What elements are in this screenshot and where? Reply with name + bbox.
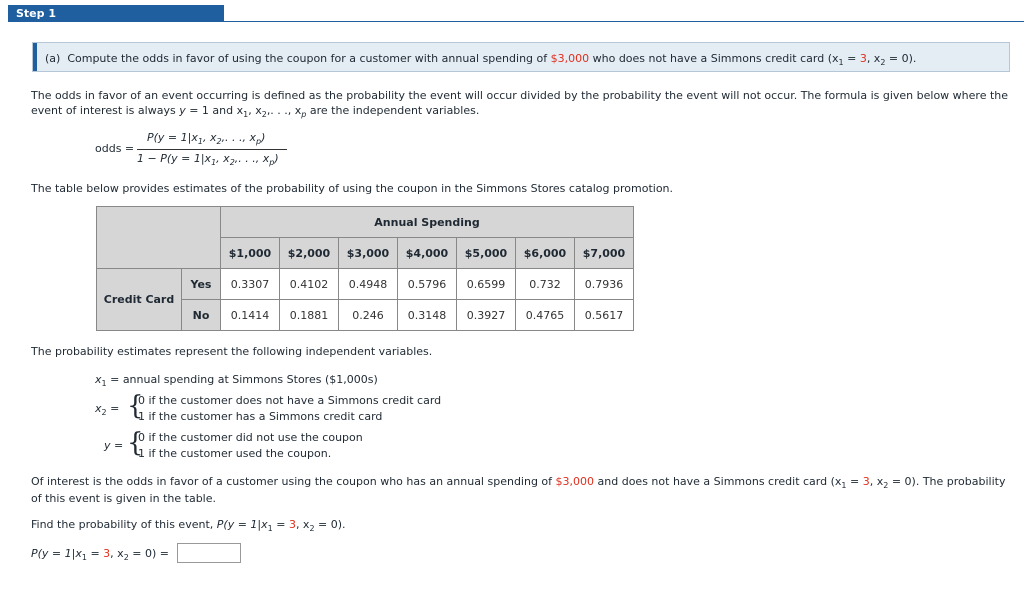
y-label: y =	[104, 439, 124, 452]
find-instruction: Find the probability of this event, $P(y = 1|x_1 = 3$, $x_2 = 0$).	[31, 518, 346, 533]
table-cell: 0.7936	[575, 269, 634, 300]
table-cell: 0.4948	[339, 269, 398, 300]
column-header: $1,000	[221, 238, 280, 269]
step-label: Step 1	[16, 7, 56, 20]
step-divider	[8, 21, 1024, 22]
column-header: $2,000	[280, 238, 339, 269]
answer-label: $P(y = 1|x_1 = 3$, $x_2 = 0$) =	[31, 547, 169, 562]
column-header: $5,000	[457, 238, 516, 269]
table-cell: 0.3148	[398, 300, 457, 331]
step-tab[interactable]	[8, 5, 224, 22]
annual-spending-header: Annual Spending	[221, 207, 634, 238]
table-cell: 0.1881	[280, 300, 339, 331]
table-cell: 0.3307	[221, 269, 280, 300]
fraction-bar	[137, 149, 287, 150]
question-text: (a) Compute the odds in favor of using the coupon for a customer with annual spending of $3,000 who does not have a Simmons credit card ($x_1 = 3$, $x_2 = 0$).	[45, 52, 917, 67]
column-header: $6,000	[516, 238, 575, 269]
question-accent-bar	[33, 43, 37, 71]
intro-line-2: event of interest is always y = 1 and $x_1$, $x_2$,. . ., $x_p$ are the independent variables.	[31, 104, 480, 119]
interest-line-1: Of interest is the odds in favor of a customer using the coupon who has an annual spending of $3,000 and does not have a Simmons credit card ($x_1 = 3$, $x_2 = 0$). The probability	[31, 475, 1006, 490]
table-cell: 0.4765	[516, 300, 575, 331]
x2-brace: {	[127, 391, 144, 421]
y-brace: {	[127, 428, 144, 458]
table-cell: 0.246	[339, 300, 398, 331]
answer-input[interactable]	[177, 543, 241, 563]
table-cell: 0.4102	[280, 269, 339, 300]
question-amount: $3,000	[550, 52, 590, 65]
table-cell: 0.5617	[575, 300, 634, 331]
row-label-yes: Yes	[182, 269, 221, 300]
table-cell: 0.5796	[398, 269, 457, 300]
odds-numerator: $P(y = 1|x_1$, $x_2$,. . ., $x_p$)	[147, 131, 266, 146]
table-cell: 0.1414	[221, 300, 280, 331]
table-row	[97, 269, 634, 300]
odds-denominator: $1 - P(y = 1|x_1$, $x_2$,. . ., $x_p$)	[137, 152, 279, 167]
table-cell: 0.6599	[457, 269, 516, 300]
x1-definition: $x_1$ = annual spending at Simmons Stores ($1,000s)	[95, 373, 378, 388]
column-header: $7,000	[575, 238, 634, 269]
row-label-no: No	[182, 300, 221, 331]
x2-case-1: 1 if the customer has a Simmons credit card	[138, 410, 383, 423]
y-case-1: 1 if the customer used the coupon.	[138, 447, 332, 460]
intro-line-1: The odds in favor of an event occurring is defined as the probability the event will occur divided by the probability the event will not occur. The formula is given below where the	[31, 89, 1009, 102]
credit-card-row-header: Credit Card	[97, 269, 182, 331]
table-cell: 0.732	[516, 269, 575, 300]
x2-case-0: 0 if the customer does not have a Simmons credit card	[138, 394, 442, 407]
question-box	[32, 42, 1010, 72]
column-header: $3,000	[339, 238, 398, 269]
y-case-0: 0 if the customer did not use the coupon	[138, 431, 363, 444]
vars-intro: The probability estimates represent the following independent variables.	[31, 345, 433, 358]
table-cell: 0.3927	[457, 300, 516, 331]
x2-label: $x_2$ =	[95, 402, 120, 417]
table-intro: The table below provides estimates of the probability of using the coupon in the Simmons Stores catalog promotion.	[31, 182, 674, 195]
table-corner	[97, 207, 221, 269]
odds-label: odds =	[95, 142, 135, 155]
column-header: $4,000	[398, 238, 457, 269]
probability-table	[96, 206, 634, 331]
interest-line-2: of this event is given in the table.	[31, 492, 216, 505]
